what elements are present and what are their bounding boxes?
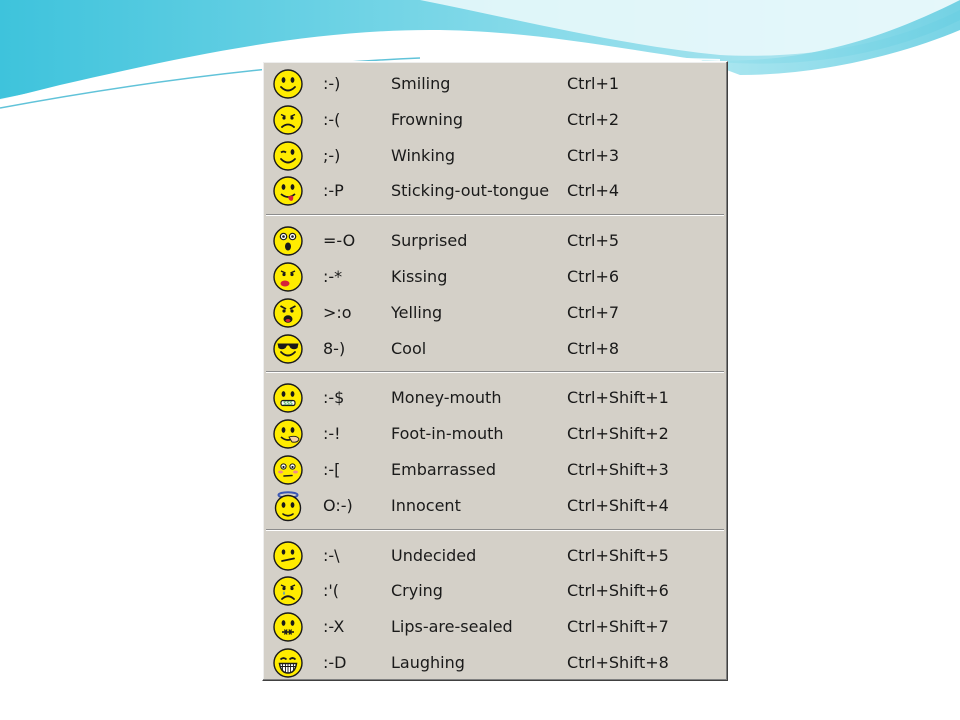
lips-sealed-icon: [272, 611, 304, 643]
shortcut-text: Ctrl+5: [567, 231, 620, 251]
emoticon-code: 8-): [323, 338, 346, 358]
menu-item-label: Smiling: [391, 74, 451, 93]
menu-item-label: Sticking-out-tongue: [391, 181, 550, 201]
emoticon-code: :-D: [323, 653, 347, 672]
emoticon-code: :-!: [323, 424, 341, 444]
embarrassed-icon: [272, 454, 304, 486]
shortcut-text: Ctrl+Shift+3: [567, 460, 669, 479]
emoticon-code: :'(: [323, 581, 340, 601]
menu-item-kissing[interactable]: [263, 259, 727, 294]
shortcut-text: Ctrl+4: [567, 181, 620, 201]
emoticon-code: :-X: [323, 617, 345, 637]
winking-icon: [272, 140, 304, 172]
emoticon-menu: [262, 61, 728, 681]
menu-item-foot-in-mouth[interactable]: [263, 416, 727, 451]
menu-item-sticking-out-tongue[interactable]: [263, 173, 727, 208]
shortcut-text: Ctrl+Shift+5: [567, 545, 669, 565]
menu-item-label: Winking: [391, 145, 456, 165]
shortcut-text: Ctrl+2: [567, 109, 620, 129]
shortcut-text: Ctrl+6: [567, 267, 620, 286]
money-mouth-icon: [272, 382, 304, 414]
menu-item-frowning[interactable]: [263, 102, 727, 137]
emoticon-code: :-[: [323, 460, 341, 479]
menu-item-label: Embarrassed: [391, 460, 497, 479]
emoticon-code: :-): [323, 74, 341, 93]
menu-item-label: Cool: [391, 338, 427, 358]
foot-in-mouth-icon: [272, 418, 304, 450]
menu-item-surprised[interactable]: [263, 223, 727, 258]
emoticon-code: ;-): [323, 145, 341, 165]
menu-item-smiling[interactable]: [263, 66, 727, 101]
emoticon-code: :-\: [323, 545, 340, 565]
shortcut-text: Ctrl+Shift+4: [567, 495, 669, 515]
menu-separator: [266, 214, 724, 216]
emoticon-code: :-P: [323, 181, 344, 201]
menu-item-innocent[interactable]: [263, 488, 727, 523]
menu-item-cool[interactable]: [263, 331, 727, 366]
emoticon-code: O:-): [323, 495, 353, 515]
shortcut-text: Ctrl+Shift+7: [567, 617, 669, 637]
shortcut-text: Ctrl+Shift+1: [567, 388, 669, 408]
menu-item-label: Yelling: [391, 302, 443, 322]
menu-item-label: Money-mouth: [391, 388, 502, 408]
menu-item-label: Undecided: [391, 545, 477, 565]
undecided-icon: [272, 540, 304, 572]
menu-item-label: Frowning: [391, 109, 464, 129]
menu-item-laughing[interactable]: [263, 645, 727, 680]
innocent-icon: [272, 490, 304, 522]
shortcut-text: Ctrl+Shift+8: [567, 653, 669, 672]
emoticon-code: :-*: [323, 267, 343, 286]
menu-separator: [266, 371, 724, 373]
tongue-icon: [272, 175, 304, 207]
menu-item-label: Kissing: [391, 267, 448, 286]
menu-separator: [266, 529, 724, 531]
shortcut-text: Ctrl+7: [567, 302, 620, 322]
shortcut-text: Ctrl+Shift+2: [567, 424, 669, 444]
menu-item-yelling[interactable]: [263, 295, 727, 330]
emoticon-code: :-(: [323, 109, 341, 129]
laughing-icon: [272, 647, 304, 679]
menu-item-label: Laughing: [391, 653, 465, 672]
menu-item-label: Lips-are-sealed: [391, 617, 513, 637]
emoticon-code: >:o: [323, 302, 352, 322]
menu-item-lips-are-sealed[interactable]: [263, 609, 727, 644]
crying-icon: [272, 575, 304, 607]
menu-item-undecided[interactable]: [263, 538, 727, 573]
yelling-icon: [272, 297, 304, 329]
menu-item-label: Crying: [391, 581, 443, 601]
surprised-icon: [272, 225, 304, 257]
menu-item-label: Foot-in-mouth: [391, 424, 504, 444]
kissing-icon: [272, 261, 304, 293]
emoticon-code: :-$: [323, 388, 345, 408]
emoticon-code: =-O: [323, 231, 356, 251]
menu-item-crying[interactable]: [263, 573, 727, 608]
menu-item-label: Surprised: [391, 231, 468, 251]
menu-item-winking[interactable]: [263, 138, 727, 173]
shortcut-text: Ctrl+Shift+6: [567, 581, 669, 601]
frowning-icon: [272, 104, 304, 136]
menu-item-embarrassed[interactable]: [263, 452, 727, 487]
shortcut-text: Ctrl+3: [567, 145, 620, 165]
menu-item-money-mouth[interactable]: [263, 380, 727, 415]
menu-item-label: Innocent: [391, 495, 461, 515]
smiling-icon: [272, 68, 304, 100]
svg-text:$$$: $$$: [283, 401, 293, 408]
shortcut-text: Ctrl+8: [567, 338, 620, 358]
shortcut-text: Ctrl+1: [567, 74, 620, 93]
cool-icon: [272, 333, 304, 365]
